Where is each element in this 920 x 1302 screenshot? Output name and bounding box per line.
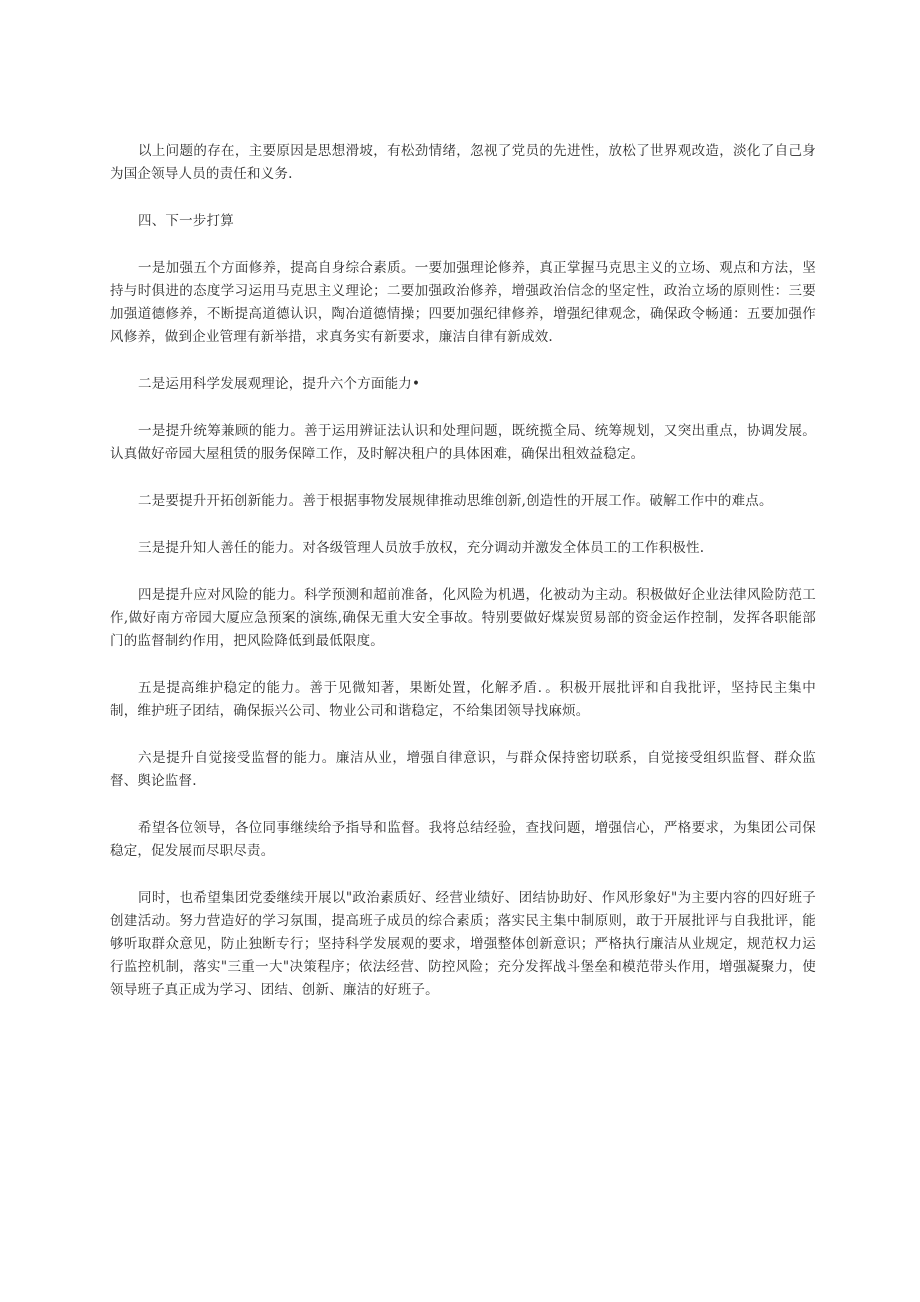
paragraph-ability-supervision: 六是提升自觉接受监督的能力。廉洁从业，增强自律意识，与群众保持密切联系，自觉接受组织监督、群众监督、舆论监督.: [110, 750, 816, 789]
document-body: [110, 140, 816, 1026]
paragraph-four-good-team: 同时，也希望集团党委继续开展以"政治素质好、经营业绩好、团结协助好、作风形象好"为主要内容的四好班子创建活动。努力营造好的学习氛围，提高班子成员的综合素质；落实民主集中制原则，敢于开展批评与自我批评，能够听取群众意见，防止独断专行；坚持科学发展观的要求，增强整体创新意识；严格执行廉洁从业规定，规范权力运行监控机制，落实"三重一大"决策程序；依法经营、防控风险；充分发挥战斗堡垒和模范带头作用，增强凝聚力，使领导班子真正成为学习、团结、创新、廉洁的好班子。: [110, 890, 816, 998]
section-heading-next-steps: 四、下一步打算: [138, 213, 234, 229]
paragraph-ability-personnel: 三是提升知人善任的能力。对各级管理人员放手放权，充分调动并激发全体员工的工作积极性.: [138, 540, 705, 556]
paragraph-ability-coordination: 一是提升统筹兼顾的能力。善于运用辨证法认识和处理问题，既统揽全局、统筹规划，又突出重点，协调发展。认真做好帝园大屋租赁的服务保障工作，及时解决租户的具体困难，确保出租效益稳定。: [110, 423, 816, 462]
paragraph-six-abilities-intro: 二是运用科学发展观理论，提升六个方面能力•: [138, 376, 421, 392]
paragraph-ability-risk: 四是提升应对风险的能力。科学预测和超前准备，化风险为机遇，化被动为主动。积极做好企业法律风险防范工作,做好南方帝园大厦应急预案的演练,确保无重大安全事故。特别要做好煤炭贸易部的资金运作控制，发挥各职能部门的监督制约作用，把风险降低到最低限度。: [110, 587, 816, 649]
paragraph-cause-analysis: 以上问题的存在，主要原因是思想滑坡，有松劲情绪，忽视了党员的先进性，放松了世界观改造，淡化了自己身为国企领导人员的责任和义务.: [110, 143, 816, 182]
paragraph-ability-innovation: 二是要提升开拓创新能力。善于根据事物发展规律推动思维创新,创造性的开展工作。破解工作中的难点。: [138, 493, 773, 509]
paragraph-request-guidance: 希望各位领导，各位同事继续给予指导和监督。我将总结经验，查找问题，增强信心，严格要求，为集团公司保稳定，促发展而尽职尽责。: [110, 820, 816, 859]
paragraph-ability-stability: 五是提高维护稳定的能力。善于见微知著，果断处置，化解矛盾．。积极开展批评和自我批评，坚持民主集中制，维护班子团结，确保振兴公司、物业公司和谐稳定，不给集团领导找麻烦。: [110, 680, 816, 719]
paragraph-five-cultivations: 一是加强五个方面修养，提高自身综合素质。一要加强理论修养，真正掌握马克思主义的立场、观点和方法，坚持与时俱进的态度学习运用马克思主义理论；二要加强政治修养，增强政治信念的坚定性，政治立场的原则性：三要加强道德修养，不断提高道德认识，陶冶道德情操；四要加强纪律修养，增强纪律观念，确保政令畅通：五要加强作风修养，做到企业管理有新举措，求真务实有新要求，廉洁自律有新成效.: [110, 260, 816, 345]
